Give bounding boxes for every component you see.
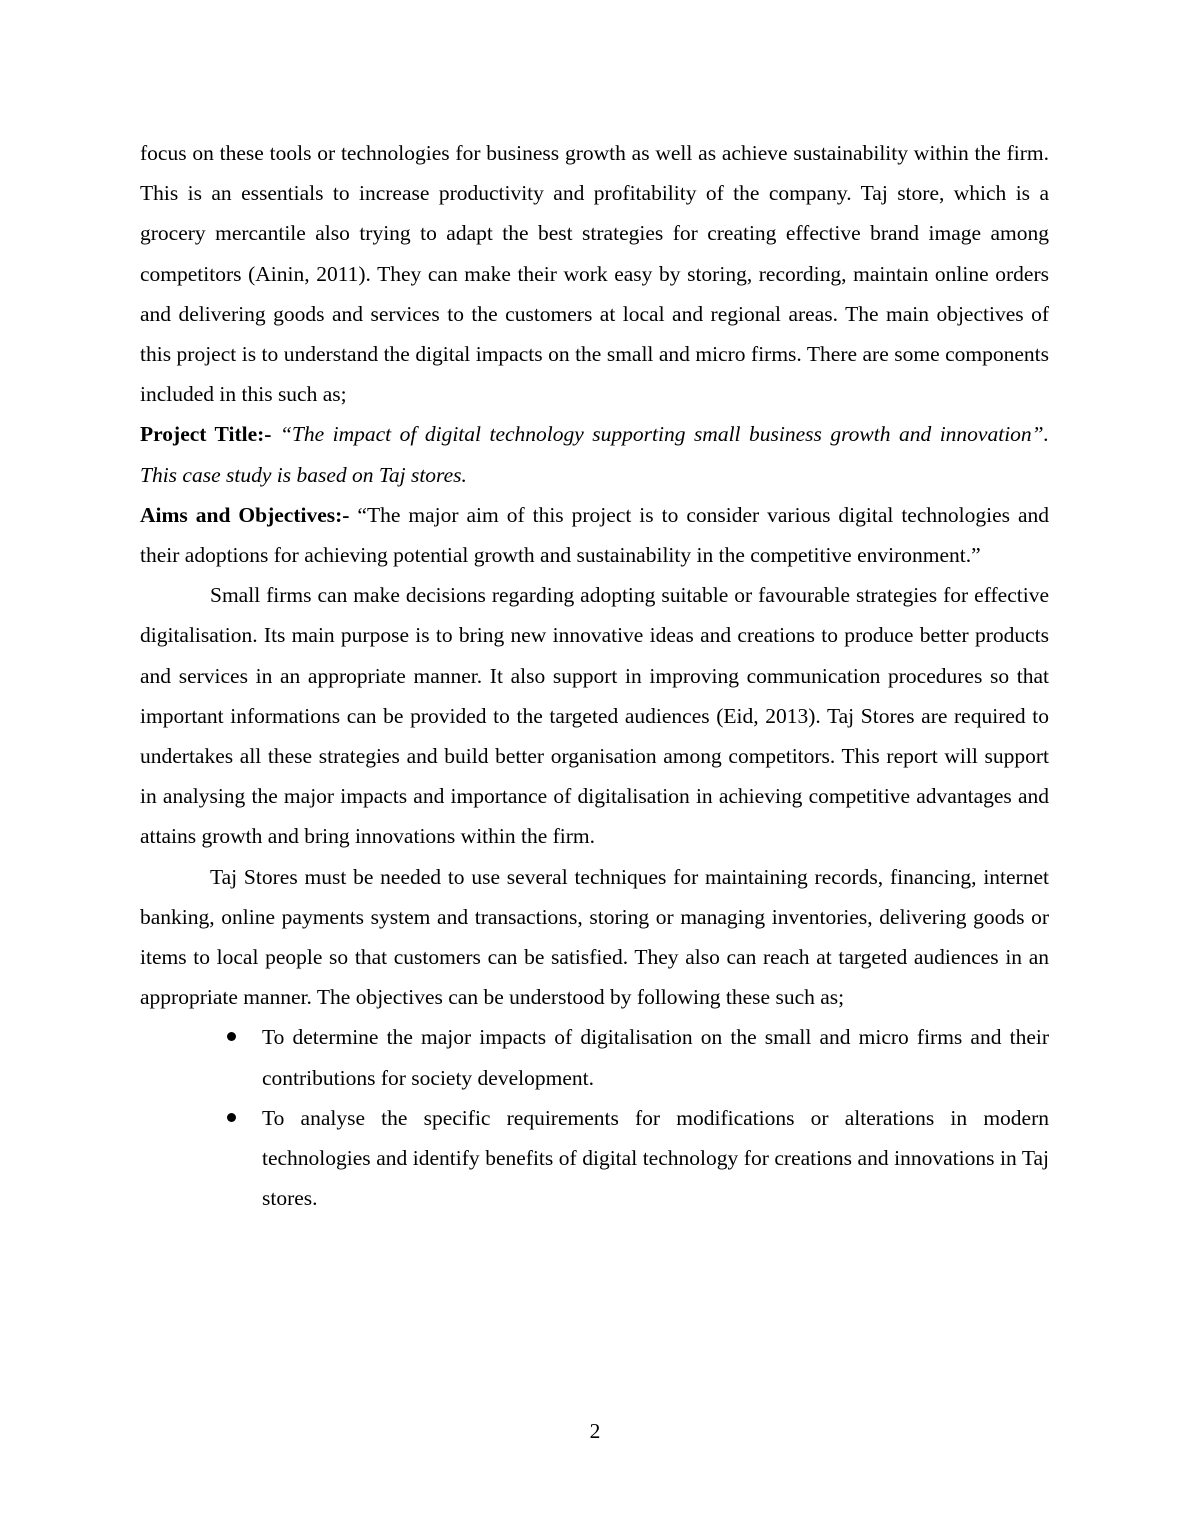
project-title-paragraph — [140, 414, 1049, 494]
list-item — [140, 1017, 1049, 1097]
intro-paragraph: focus on these tools or technologies for business growth as well as achieve sustainability within the firm. This is an essentials to increase productivity and profitability of the company. Taj store, which is a grocery mercantile also trying to adapt the best strategies for creating effective brand image among competitors (Ainin, 2011). They can make their work easy by storing, recording, maintain online orders and delivering goods and services to the customers at local and regional areas. The main objectives of this project is to understand the digital impacts on the small and micro firms. There are some components included in this such as; — [140, 141, 1049, 407]
list-item — [140, 1098, 1049, 1219]
list-item-text: To analyse the specific requirements for modifications or alterations in modern technologies and identify benefits of digital technology for creations and innovations in Taj stores. — [262, 1105, 1049, 1211]
objectives-list — [140, 1017, 1049, 1218]
small-firms-paragraph: Small firms can make decisions regarding adopting suitable or favourable strategies for effective digitalisation. Its main purpose is to bring new innovative ideas and creations to produce better products and services in an appropriate manner. It also support in improving communication procedures so that important informations can be provided to the targeted audiences (Eid, 2013). Taj Stores are required to undertakes all these strategies and build better organisation among competitors. This report will support in analysing the major impacts and importance of digitalisation in achieving competitive advantages and attains growth and bring innovations within the firm. — [140, 583, 1049, 849]
project-title-label: Project Title:- — [140, 422, 272, 447]
aims-objectives-paragraph — [140, 495, 1049, 575]
aims-objectives-text: “The major aim of this project is to consider various digital technologies and their adoptions for achieving potential growth and sustainability in the competitive environment.” — [140, 502, 1050, 568]
document-body — [140, 133, 1049, 1218]
project-title-text: “The impact of digital technology supporting small business growth and innovation”. This case study is based on Taj stores. — [140, 422, 1050, 487]
bullet-icon — [227, 1113, 236, 1122]
taj-stores-paragraph: Taj Stores must be needed to use several techniques for maintaining records, financing, internet banking, online payments system and transactions, storing or managing inventories, delivering goods or items to local people so that customers can be satisfied. They also can reach at targeted audiences in an appropriate manner. The objectives can be understood by following these such as; — [140, 864, 1049, 1010]
page-number: 2 — [589, 1419, 601, 1443]
aims-objectives-label: Aims and Objectives:- — [140, 502, 350, 527]
list-item-text: To determine the major impacts of digitalisation on the small and micro firms and their contributions for society development. — [262, 1025, 1049, 1090]
bullet-icon — [227, 1032, 236, 1041]
